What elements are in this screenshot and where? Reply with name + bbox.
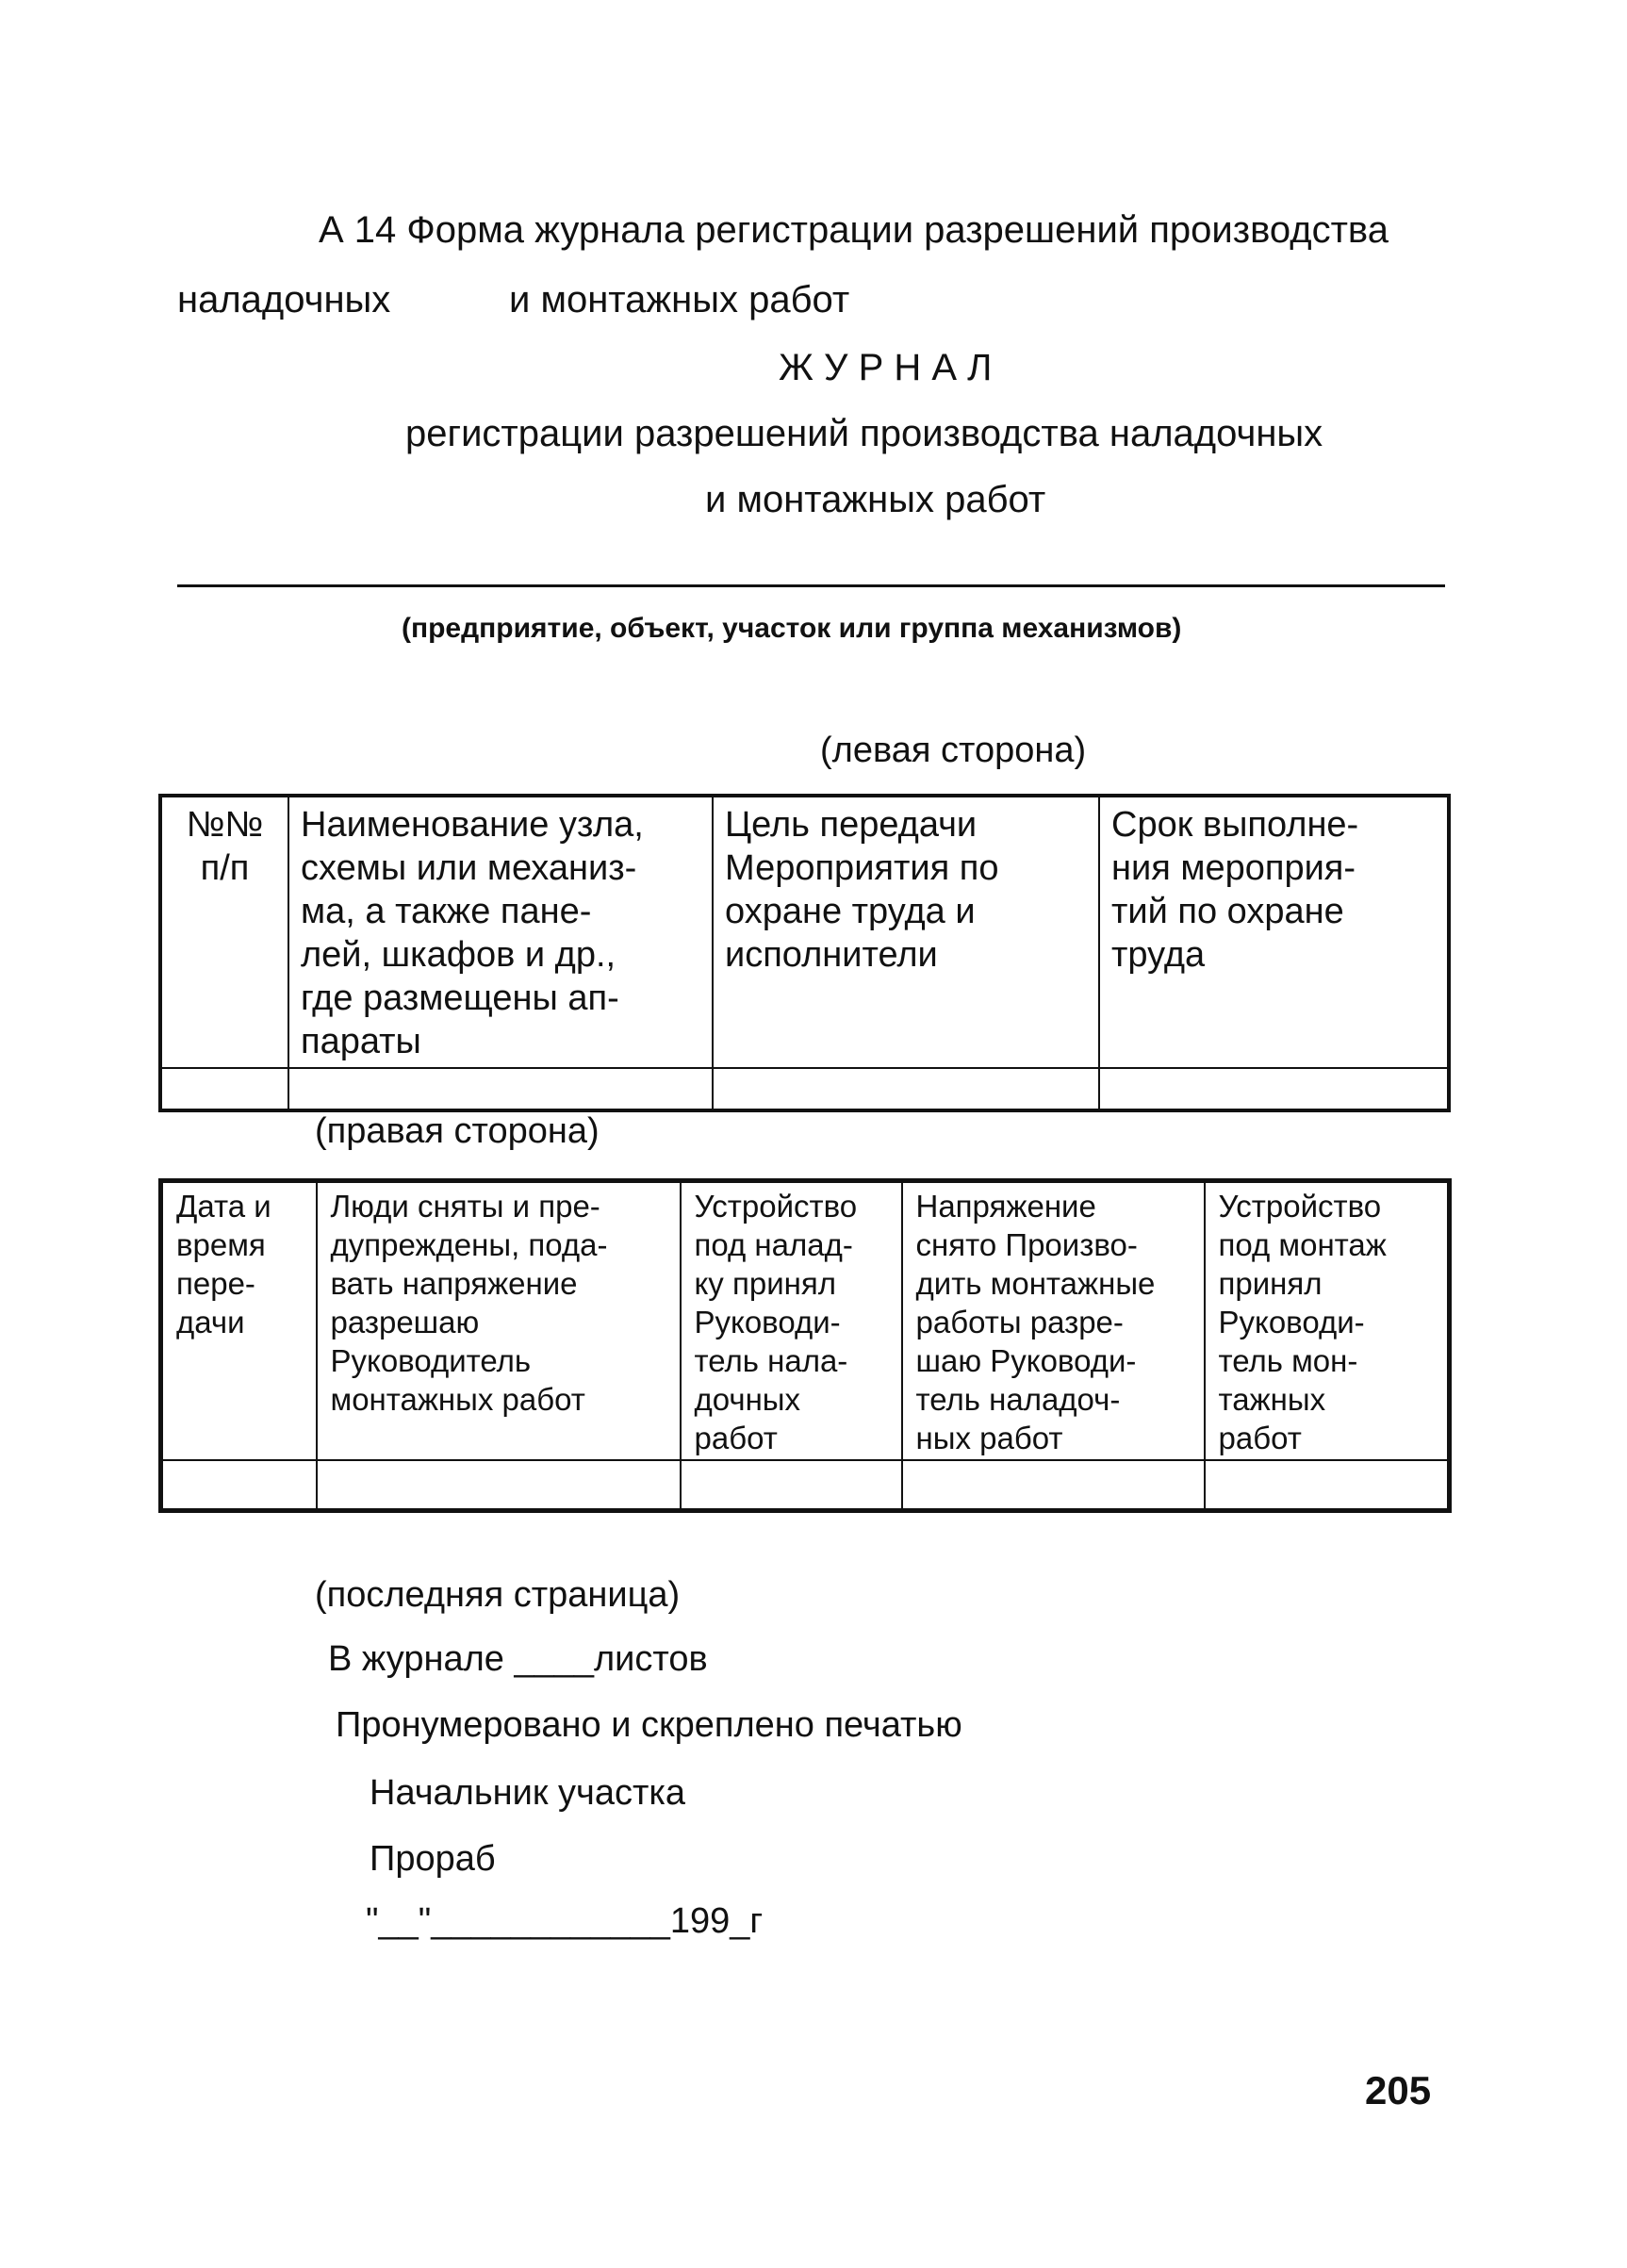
last-page-caption: (последняя страница) xyxy=(315,1575,681,1615)
column-header-transfer-date: Дата и время пере- дачи xyxy=(161,1181,317,1461)
numbered-sealed-line: Пронумеровано и скреплено печатью xyxy=(336,1705,962,1745)
left-side-table xyxy=(158,794,1451,1112)
table-cell-empty xyxy=(713,1068,1099,1110)
column-header-device-for-mounting: Устройство под монтаж принял Руководи- тель мон- тажных работ xyxy=(1205,1181,1450,1461)
table-header-row xyxy=(161,1181,1450,1461)
right-side-table xyxy=(158,1178,1452,1513)
journal-title: Ж У Р Н А Л xyxy=(779,347,993,388)
date-line: "__"____________199_г xyxy=(366,1901,764,1941)
form-heading-line2-right: и монтажных работ xyxy=(509,279,850,320)
section-chief-label: Начальник участка xyxy=(370,1773,685,1813)
column-header-node-name: Наименование узла, схемы или механиз- ма, а также пане- лей, шкафов и др., где размещены ап- параты xyxy=(288,796,713,1068)
column-header-voltage-removed: Напряжение снято Произво- дить монтажные работы разре- шаю Руководи- тель наладоч- ных работ xyxy=(902,1181,1205,1461)
right-side-caption: (правая сторона) xyxy=(315,1111,600,1151)
column-header-number: №№ п/п xyxy=(160,796,288,1068)
table-cell-empty xyxy=(288,1068,713,1110)
organization-fill-line xyxy=(177,584,1445,587)
table-cell-empty xyxy=(902,1460,1205,1511)
organization-caption: (предприятие, объект, участок или группа механизмов) xyxy=(402,613,1182,644)
sheets-count-line: В журнале ____листов xyxy=(328,1639,708,1679)
form-heading-line2-left: наладочных xyxy=(177,279,391,320)
left-side-caption: (левая сторона) xyxy=(820,731,1087,770)
table-row-empty xyxy=(160,1068,1449,1110)
table-row-empty xyxy=(161,1460,1450,1511)
foreman-label: Прораб xyxy=(370,1839,496,1879)
table-header-row xyxy=(160,796,1449,1068)
column-header-deadline: Срок выполне- ния мероприя- тий по охране труда xyxy=(1099,796,1449,1068)
column-header-people-warned: Люди сняты и пре- дупреждены, пода- вать напряжение разрешаю Руководитель монтажных работ xyxy=(317,1181,681,1461)
column-header-transfer-purpose: Цель передачи Мероприятия по охране труда и исполнители xyxy=(713,796,1099,1068)
table-cell-empty xyxy=(317,1460,681,1511)
table-cell-empty xyxy=(160,1068,288,1110)
column-header-device-for-adjustment: Устройство под налад- ку принял Руководи- тель нала- дочных работ xyxy=(681,1181,902,1461)
journal-subtitle-line1: регистрации разрешений производства наладочных xyxy=(405,413,1323,454)
table-cell-empty xyxy=(1205,1460,1450,1511)
table-cell-empty xyxy=(161,1460,317,1511)
journal-subtitle-line2: и монтажных работ xyxy=(705,479,1046,520)
table-cell-empty xyxy=(681,1460,902,1511)
table-cell-empty xyxy=(1099,1068,1449,1110)
form-heading-line1: А 14 Форма журнала регистрации разрешений производства xyxy=(319,209,1389,251)
page-number: 205 xyxy=(1365,2068,1432,2112)
